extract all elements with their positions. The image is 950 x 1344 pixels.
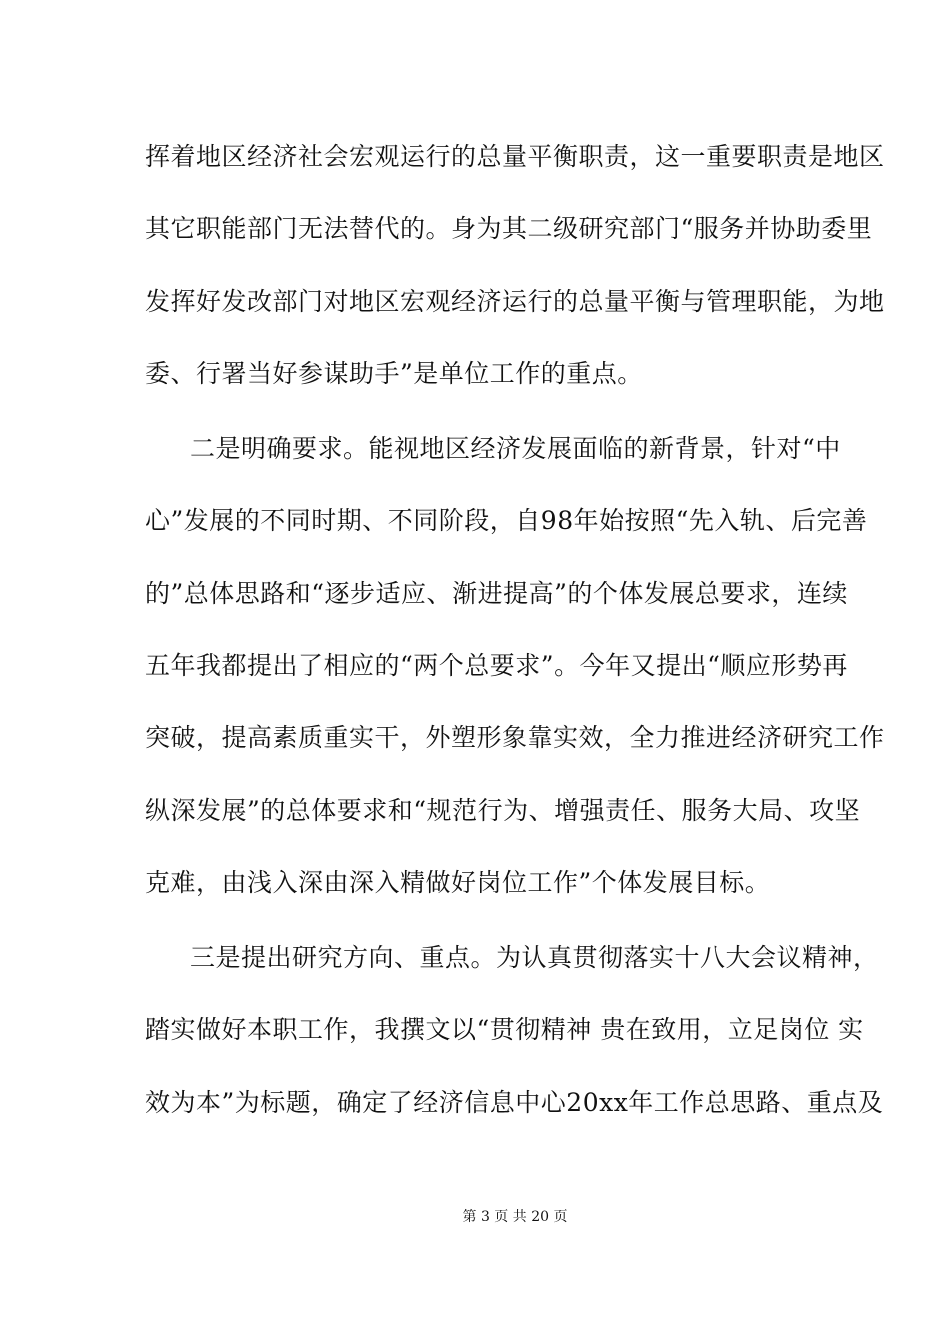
- paragraph-line: 三是提出研究方向、重点。为认真贯彻落实十八大会议精神，: [190, 943, 879, 972]
- paragraph-line: 二是明确要求。能视地区经济发展面临的新背景，针对“中: [190, 434, 841, 463]
- paragraph-line: 突破，提高素质重实干，外塑形象靠实效，全力推进经济研究工作: [145, 723, 885, 752]
- paragraph-line: 发挥好发改部门对地区宏观经济运行的总量平衡与管理职能，为地: [145, 287, 885, 316]
- paragraph-line: 五年我都提出了相应的“两个总要求”。今年又提出“顺应形势再: [145, 651, 848, 680]
- paragraph-line: 踏实做好本职工作，我撰文以“贯彻精神 贵在致用，立足岗位 实: [145, 1015, 864, 1044]
- paragraph-line: 纵深发展”的总体要求和“规范行为、增强责任、服务大局、攻坚: [145, 796, 861, 825]
- paragraph-line: 其它职能部门无法替代的。身为其二级研究部门“服务并协助委里: [145, 214, 873, 243]
- paragraph-line: 效为本”为标题，确定了经济信息中心20xx年工作总思路、重点及: [145, 1088, 884, 1117]
- paragraph-line: 克难，由浅入深由深入精做好岗位工作”个体发展目标。: [145, 868, 771, 897]
- paragraph-line: 的”总体思路和“逐步适应、渐进提高”的个体发展总要求，连续: [145, 579, 848, 608]
- paragraph-line: 挥着地区经济社会宏观运行的总量平衡职责，这一重要职责是地区: [145, 142, 885, 171]
- paragraph-line: 心”发展的不同时期、不同阶段，自98年始按照“先入轨、后完善: [145, 506, 868, 535]
- paragraph-line: 委、行署当好参谋助手”是单位工作的重点。: [145, 359, 643, 388]
- page-number-footer: 第 3 页 共 20 页: [462, 1209, 568, 1225]
